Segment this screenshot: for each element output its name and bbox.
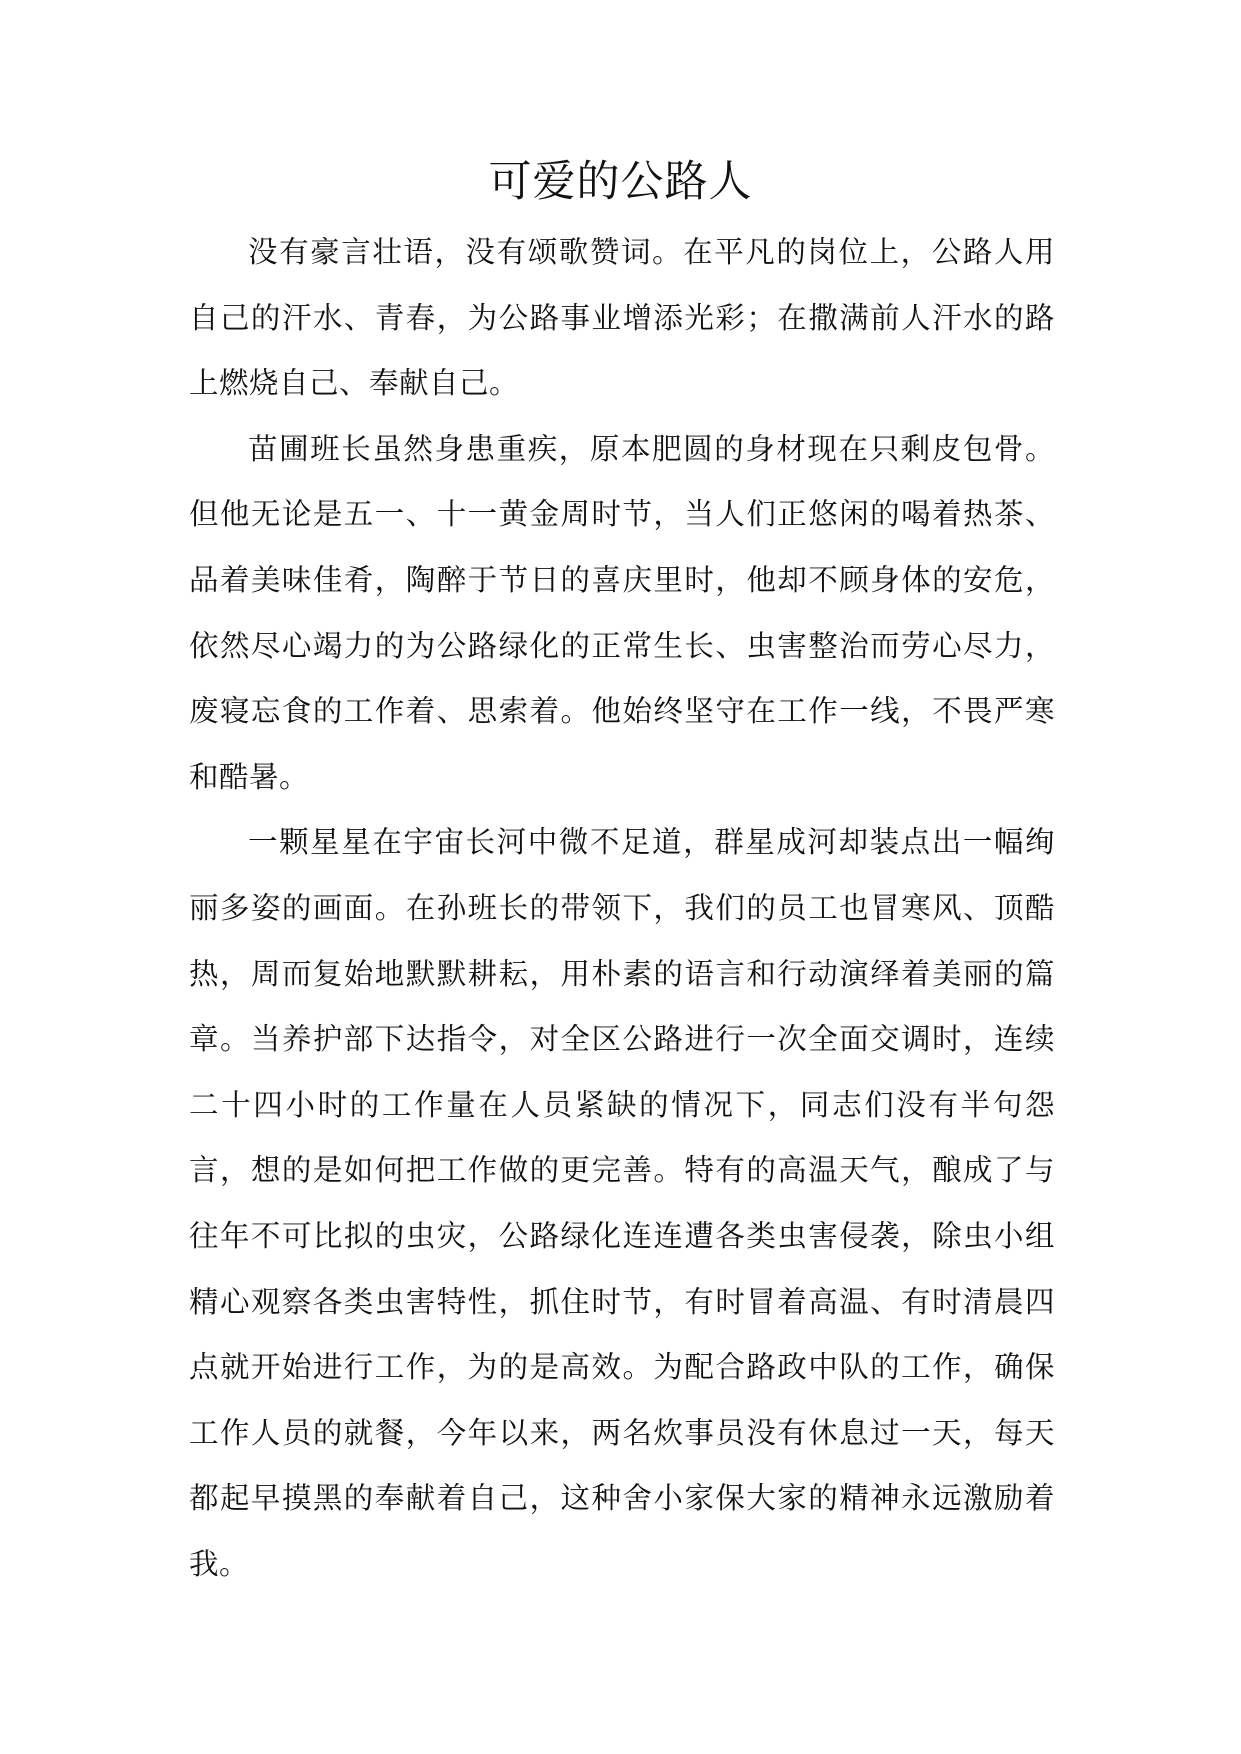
paragraph-2: 苗圃班长虽然身患重疾，原本肥圆的身材现在只剩皮包骨。但他无论是五一、十一黄金周时节，当人们正悠闲的喝着热茶、品着美味佳肴，陶醉于节日的喜庆里时，他却不顾身体的安危，依然尽心竭力的为公路绿化的正常生长、虫害整治而劳心尽力，废寝忘食的工作着、思索着。他始终坚守在工作一线，不畏严寒和酷暑。 — [189, 431, 1055, 794]
document-body — [189, 220, 1055, 1597]
paragraph-3: 一颗星星在宇宙长河中微不足道，群星成河却装点出一幅绚丽多姿的画面。在孙班长的带领下，我们的员工也冒寒风、顶酷热，周而复始地默默耕耘，用朴素的语言和行动演绎着美丽的篇章。当养护部下达指令，对全区公路进行一次全面交调时，连续二十四小时的工作量在人员紧缺的情况下，同志们没有半句怨言，想的是如何把工作做的更完善。特有的高温天气，酿成了与往年不可比拟的虫灾，公路绿化连连遭各类虫害侵袭，除虫小组精心观察各类虫害特性，抓住时节，有时冒着高温、有时清晨四点就开始进行工作，为的是高效。为配合路政中队的工作，确保工作人员的就餐，今年以来，两名炊事员没有休息过一天，每天都起早摸黑的奉献着自己，这种舍小家保大家的精神永远激励着我。 — [189, 825, 1055, 1581]
document-title: 可爱的公路人 — [488, 157, 753, 207]
paragraph-1: 没有豪言壮语，没有颂歌赞词。在平凡的岗位上，公路人用自己的汗水、青春，为公路事业增添光彩；在撒满前人汗水的路上燃烧自己、奉献自己。 — [189, 235, 1055, 401]
